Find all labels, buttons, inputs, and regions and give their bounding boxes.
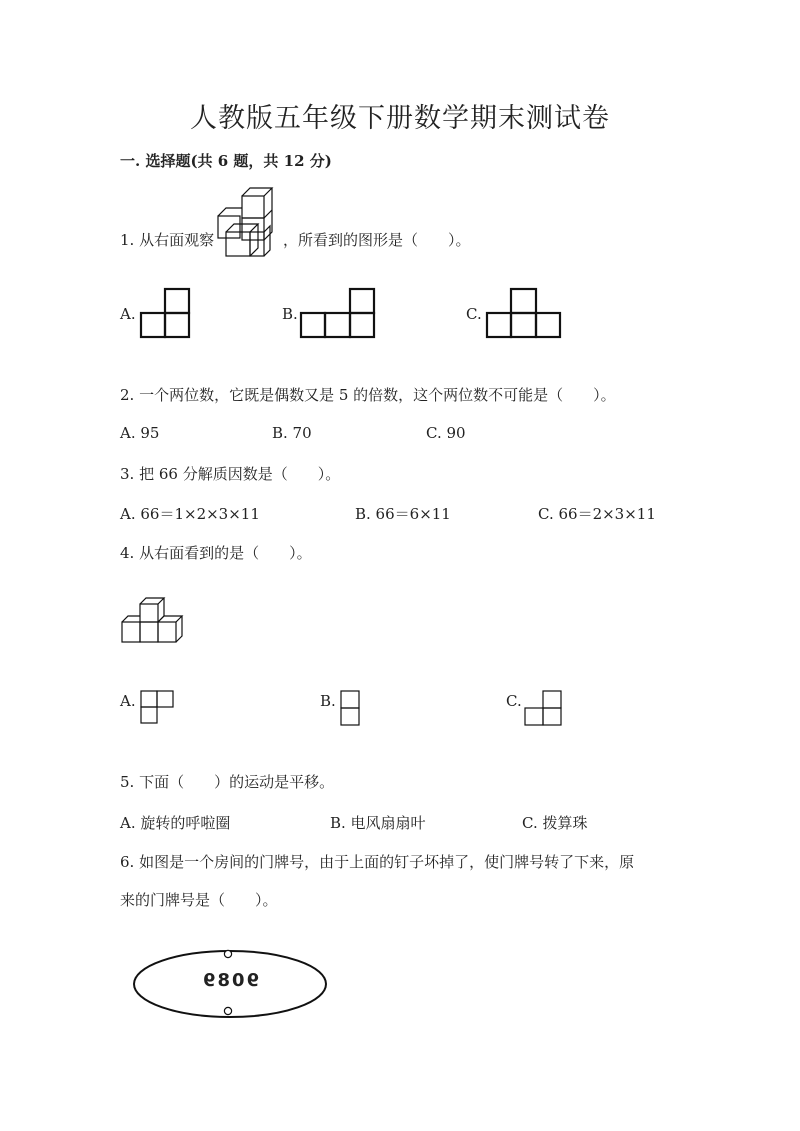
- page-title: 人教版五年级下册数学期末测试卷: [190, 103, 610, 134]
- question-3-text: 3. 把 66 分解质因数是（ ）。: [120, 465, 341, 483]
- question-4-option-b-figure: [340, 690, 362, 728]
- question-4-text: 4. 从右面看到的是（ ）。: [120, 544, 312, 562]
- question-1-option-b-label: B.: [282, 305, 298, 323]
- question-1-option-c-figure: [486, 288, 564, 340]
- question-1-option-a-figure: [140, 288, 192, 340]
- question-1-option-b-figure: [300, 288, 378, 340]
- question-4-option-a-label: A.: [120, 692, 136, 710]
- question-1-suffix: ，所看到的图形是（ ）。: [283, 231, 471, 249]
- question-1-option-c-label: C.: [466, 305, 482, 323]
- lower-nail-hole: [224, 1007, 231, 1014]
- question-3-option-a: A. 66＝1×2×3×11: [120, 505, 260, 523]
- question-6-text-line-1: 6. 如图是一个房间的门牌号，由于上面的钉子坏掉了，使门牌号转了下来，原: [120, 853, 635, 871]
- question-1-cube-figure: [214, 186, 280, 268]
- door-plate-number: 9089: [200, 970, 260, 991]
- question-2-option-c: C. 90: [426, 424, 466, 442]
- question-2-text: 2. 一个两位数，它既是偶数又是 5 的倍数，这个两位数不可能是（ ）。: [120, 386, 616, 404]
- question-1-option-a-label: A.: [120, 305, 136, 323]
- question-5-option-b: B. 电风扇扇叶: [330, 814, 426, 832]
- question-5-text: 5. 下面（ ）的运动是平移。: [120, 773, 335, 791]
- upper-nail-hole: [224, 950, 231, 957]
- question-3-option-c: C. 66＝2×3×11: [538, 505, 656, 523]
- question-5-option-c: C. 拨算珠: [522, 814, 588, 832]
- question-4-option-c-figure: [524, 690, 566, 728]
- question-2-option-b: B. 70: [272, 424, 312, 442]
- question-4-cube-figure: [120, 596, 190, 648]
- section-heading: 一. 选择题(共 6 题，共 12 分): [120, 152, 332, 170]
- question-4-option-b-label: B.: [320, 692, 336, 710]
- question-2-option-a: A. 95: [120, 424, 160, 442]
- question-5-option-a: A. 旋转的呼啦圈: [120, 814, 231, 832]
- question-4-option-c-label: C.: [506, 692, 522, 710]
- question-3-option-b: B. 66＝6×11: [355, 505, 451, 523]
- question-6-text-line-2: 来的门牌号是（ ）。: [120, 891, 278, 909]
- question-4-option-a-figure: [140, 690, 176, 726]
- question-1-prefix: 1. 从右面观察: [120, 231, 215, 249]
